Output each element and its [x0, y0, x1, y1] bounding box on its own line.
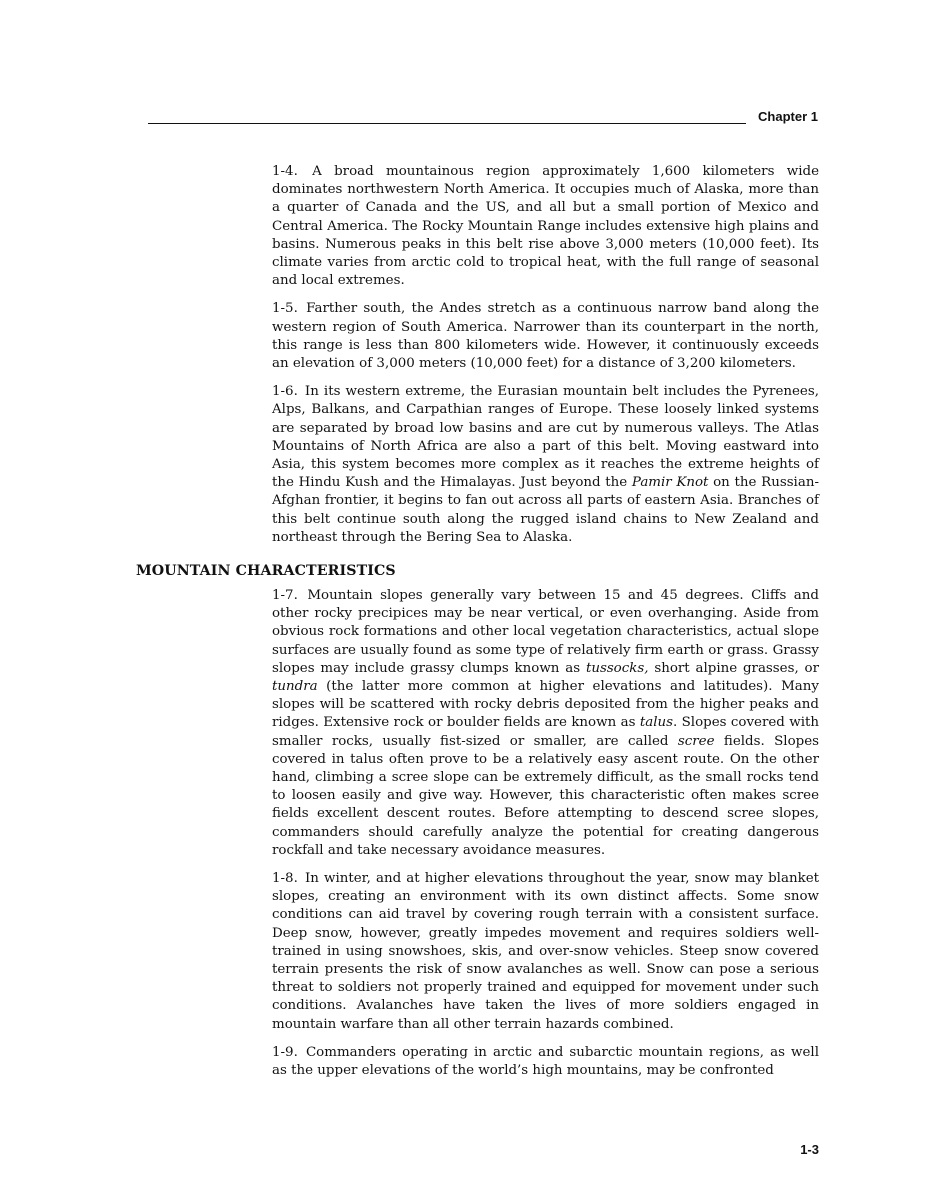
- paragraph-text: Commanders operating in arctic and subarctic mountain regions, as well as the upper elevations of the world’s high mountains, may be confronted: [272, 1044, 819, 1079]
- emphasis-term: tundra: [272, 679, 318, 695]
- paragraph-text: A broad mountainous region approximately 1,600 kilometers wide dominates northwestern North America. It occupies much of Alaska, more than a quarter of Canada and the US, and all but a small portion of Mexico and Central America. The Rocky Mountain Range includes extensive high plains and basins. Numerous peaks in this belt rise above 3,000 meters (10,000 feet). Its climate varies from arctic cold to tropical heat, with the full range of seasonal and local extremes.: [272, 164, 819, 289]
- paragraph-1-6: [272, 383, 819, 547]
- section-regions: [272, 163, 819, 557]
- section-heading: MOUNTAIN CHARACTERISTICS: [136, 563, 396, 579]
- paragraph-text: In its western extreme, the Eurasian mountain belt includes the Pyrenees, Alps, Balkans, and Carpathian ranges of Europe. These loosely linked systems are separated by broad low basins and are cut by numerous valleys. The Atlas Mountains of North Africa are also a part of this belt. Moving eastward into Asia, this system becomes more complex as it reaches the extreme heights of the Hindu Kush and the Himalayas. Just beyond the: [272, 384, 819, 491]
- emphasis-term: talus: [639, 715, 673, 731]
- paragraph-number: 1-5.: [272, 301, 298, 317]
- section-characteristics: [272, 587, 819, 1090]
- paragraph-1-9: [272, 1044, 819, 1080]
- paragraph-1-5: [272, 300, 819, 373]
- paragraph-text: Mountain slopes generally vary between 15 and 45 degrees. Cliffs and other rocky precipices may be near vertical, or even overhanging. Aside from obvious rock formations and other local vegetation characteristics, actual slope surfaces are usually found as some type of relatively firm earth or grass. Grassy slopes may include grassy clumps known as: [272, 588, 819, 676]
- header-rule: [148, 123, 746, 124]
- page-number: 1-3: [800, 1142, 819, 1157]
- chapter-label: Chapter 1: [758, 109, 818, 124]
- paragraph-number: 1-6.: [272, 384, 298, 400]
- paragraph-text: fields. Slopes covered in talus often prove to be a relatively easy ascent route. On the other hand, climbing a scree slope can be extremely difficult, as the small rocks tend to loosen easily and give way. However, this characteristic often makes scree fields excellent descent routes. Before attempting to descend scree slopes, commanders should carefully analyze the potential for creating dangerous rockfall and take necessary avoidance measures.: [272, 733, 820, 858]
- paragraph-1-7: [272, 587, 819, 860]
- running-header: [148, 108, 818, 126]
- paragraph-number: 1-4.: [272, 164, 298, 179]
- paragraph-1-8: [272, 870, 819, 1034]
- paragraph-1-4: [272, 163, 819, 290]
- emphasis-term: tussocks,: [585, 660, 649, 676]
- paragraph-text: on the Russian-Afghan frontier, it begins to fan out across all parts of eastern Asia. Branches of this belt continue south along the rugged island chains to New Zealand and northeast through the Bering Sea to Alaska.: [272, 475, 819, 545]
- paragraph-text: . Slopes covered with smaller rocks, usually fist-sized or smaller, are called: [272, 715, 819, 749]
- paragraph-text: In winter, and at higher elevations throughout the year, snow may blanket slopes, creating an environment with its own distinct affects. Some snow conditions can aid travel by covering rough terrain with a consistent surface. Deep snow, however, greatly impedes movement and requires soldiers well-trained in using snowshoes, skis, and over-snow vehicles. Steep snow covered terrain presents the risk of snow avalanches as well. Snow can pose a serious threat to soldiers not properly trained and equipped for movement under such conditions. Avalanches have taken the lives of more soldiers engaged in mountain warfare than all other terrain hazards combined.: [272, 871, 819, 1032]
- paragraph-text: (the latter more common at higher elevations and latitudes). Many slopes will be scattered with rocky debris deposited from the higher peaks and ridges. Extensive rock or boulder fields are known as: [272, 679, 819, 731]
- paragraph-number: 1-8.: [272, 871, 298, 887]
- emphasis-term: Pamir Knot: [631, 475, 709, 491]
- paragraph-text: short alpine grasses, or: [654, 660, 820, 676]
- emphasis-term: scree: [677, 733, 715, 749]
- paragraph-number: 1-9.: [272, 1044, 298, 1060]
- paragraph-text: Farther south, the Andes stretch as a continuous narrow band along the western region of South America. Narrower than its counterpart in the north, this range is less than 800 kilometers wide. However, it continuously exceeds an elevation of 3,000 meters (10,000 feet) for a distance of 3,200 kilometers.: [272, 301, 819, 372]
- paragraph-number: 1-7.: [272, 588, 298, 603]
